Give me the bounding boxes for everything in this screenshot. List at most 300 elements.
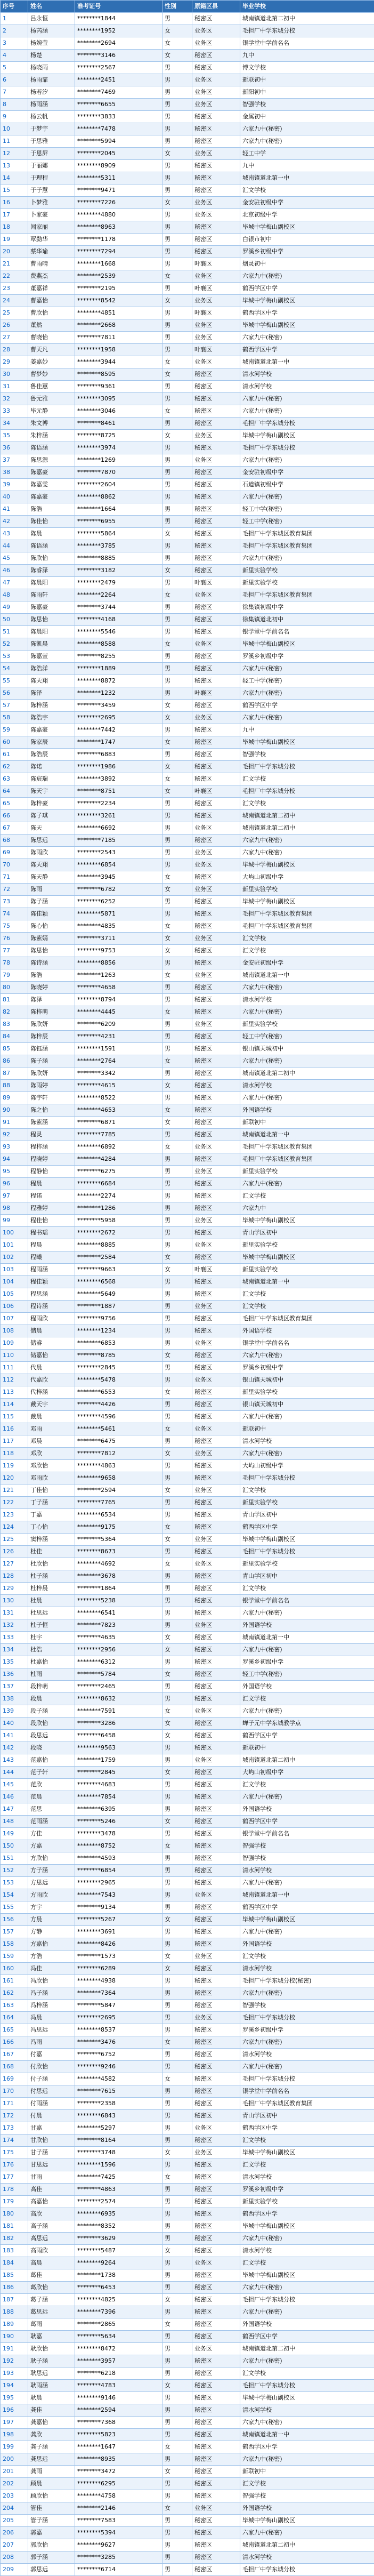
cell-district: 秘密区 xyxy=(192,1497,240,1509)
cell-name: 戴晨 xyxy=(28,1411,75,1423)
cell-name: 陈嘉雯 xyxy=(28,479,75,491)
cell-district: 秘密区 xyxy=(192,1656,240,1668)
cell-index: 48 xyxy=(1,589,28,601)
cell-gender: 女 xyxy=(162,37,192,50)
cell-name: 程曦 xyxy=(28,1251,75,1264)
cell-name: 丁佳怡 xyxy=(28,1484,75,1497)
cell-school: 城南镇道北第一中 xyxy=(240,2429,374,2441)
cell-gender: 女 xyxy=(162,1104,192,1117)
cell-name: 程灵 xyxy=(28,1129,75,1141)
table-row xyxy=(1,2343,374,2355)
cell-exam-id: ********3478 xyxy=(75,1828,162,1840)
table-row xyxy=(1,1497,374,1509)
cell-index: 75 xyxy=(1,920,28,933)
cell-name: 董嘉祥 xyxy=(28,283,75,295)
cell-gender: 男 xyxy=(162,1129,192,1141)
cell-index: 19 xyxy=(1,234,28,246)
cell-district: 秘密区 xyxy=(192,2478,240,2490)
cell-gender: 男 xyxy=(162,1865,192,1877)
cell-gender: 男 xyxy=(162,1215,192,1227)
cell-school: 毛担厂中学东城分校 xyxy=(240,2564,374,2576)
table-row xyxy=(1,2294,374,2306)
cell-index: 148 xyxy=(1,1816,28,1828)
table-row xyxy=(1,1534,374,1546)
cell-gender: 男 xyxy=(162,283,192,295)
cell-exam-id: ********9753 xyxy=(75,945,162,957)
cell-school: 轻工中学(秘密) xyxy=(240,675,374,687)
cell-gender: 男 xyxy=(162,2331,192,2343)
cell-district: 秘密区 xyxy=(192,982,240,994)
cell-exam-id: ********2584 xyxy=(75,1251,162,1264)
cell-index: 96 xyxy=(1,1178,28,1190)
cell-name: 杜梓晨 xyxy=(28,1583,75,1595)
table-row xyxy=(1,368,374,381)
cell-index: 60 xyxy=(1,736,28,749)
cell-name: 杜宇 xyxy=(28,1632,75,1644)
table-row xyxy=(1,2036,374,2049)
cell-exam-id: ********4653 xyxy=(75,1104,162,1117)
table-row xyxy=(1,2208,374,2220)
cell-district: 业务区 xyxy=(192,1423,240,1435)
cell-school: 汇文学校 xyxy=(240,1190,374,1202)
table-row xyxy=(1,50,374,62)
cell-index: 45 xyxy=(1,552,28,565)
cell-district: 业务区 xyxy=(192,1448,240,1460)
cell-name: 冯欣怡 xyxy=(28,1975,75,1987)
cell-gender: 男 xyxy=(162,393,192,405)
cell-gender: 女 xyxy=(162,773,192,785)
cell-name: 葛子涵 xyxy=(28,2294,75,2306)
cell-school: 毛担厂中学东城分校 xyxy=(240,2380,374,2392)
cell-district: 秘密区 xyxy=(192,1987,240,2000)
cell-school: 银山镇天城初中 xyxy=(240,1043,374,1055)
cell-index: 20 xyxy=(1,246,28,258)
cell-exam-id: ********6541 xyxy=(75,1607,162,1619)
cell-school: 罗溪乡初级中学 xyxy=(240,651,374,663)
cell-name: 程诺 xyxy=(28,1190,75,1202)
cell-index: 175 xyxy=(1,2147,28,2159)
cell-name: 付晨 xyxy=(28,2110,75,2122)
cell-school: 毕城中学梅山副校区 xyxy=(240,896,374,908)
cell-index: 163 xyxy=(1,2000,28,2012)
cell-exam-id: ********3892 xyxy=(75,773,162,785)
table-row xyxy=(1,74,374,86)
cell-district: 秘密区 xyxy=(192,2159,240,2171)
cell-school: 智强学校 xyxy=(240,99,374,111)
cell-index: 49 xyxy=(1,601,28,614)
cell-index: 131 xyxy=(1,1607,28,1619)
cell-gender: 男 xyxy=(162,2404,192,2417)
cell-district: 秘密区 xyxy=(192,1791,240,1803)
cell-name: 蔡华瑜 xyxy=(28,246,75,258)
cell-index: 162 xyxy=(1,1987,28,2000)
cell-gender: 女 xyxy=(162,1963,192,1975)
cell-district: 秘密区 xyxy=(192,1963,240,1975)
cell-index: 179 xyxy=(1,2196,28,2208)
cell-gender: 女 xyxy=(162,1521,192,1534)
table-row xyxy=(1,479,374,491)
cell-school: 清水河学校 xyxy=(240,2171,374,2184)
table-row xyxy=(1,430,374,442)
cell-exam-id: ********4758 xyxy=(75,2490,162,2502)
cell-index: 195 xyxy=(1,2392,28,2404)
table-row xyxy=(1,1889,374,1901)
cell-district: 秘密区 xyxy=(192,540,240,552)
cell-index: 57 xyxy=(1,700,28,712)
table-row xyxy=(1,1337,374,1350)
cell-name: 付子涵 xyxy=(28,2073,75,2085)
cell-index: 11 xyxy=(1,135,28,148)
cell-school: 毕城中学梅山副校区 xyxy=(240,1534,374,1546)
cell-name: 邓晨 xyxy=(28,1435,75,1448)
cell-school: 毕城中学梅山副校区 xyxy=(240,430,374,442)
cell-index: 90 xyxy=(1,1104,28,1117)
cell-gender: 女 xyxy=(162,430,192,442)
cell-index: 81 xyxy=(1,994,28,1006)
table-row xyxy=(1,749,374,761)
table-row xyxy=(1,1264,374,1276)
cell-index: 5 xyxy=(1,62,28,74)
cell-name: 杜嘉怡 xyxy=(28,1656,75,1668)
cell-school: 清水河学校 xyxy=(240,2245,374,2257)
cell-district: 秘密区 xyxy=(192,381,240,393)
cell-name: 覃勤华 xyxy=(28,234,75,246)
cell-exam-id: ********6892 xyxy=(75,1141,162,1153)
cell-school: 白银市初中 xyxy=(240,234,374,246)
cell-name: 于子慧 xyxy=(28,184,75,197)
cell-exam-id: ********4851 xyxy=(75,307,162,319)
cell-district: 业务区 xyxy=(192,2147,240,2159)
cell-district: 秘密区 xyxy=(192,528,240,540)
cell-school: 金安驻初级中学 xyxy=(240,467,374,479)
cell-school: 毛担厂中学东城分校 xyxy=(240,761,374,773)
cell-district: 业务区 xyxy=(192,209,240,221)
cell-exam-id: ********9663 xyxy=(75,1264,162,1276)
cell-gender: 女 xyxy=(162,1251,192,1264)
cell-gender: 男 xyxy=(162,332,192,344)
table-row xyxy=(1,1153,374,1166)
cell-school: 毛担厂中学东城区教育集团 xyxy=(240,920,374,933)
cell-index: 198 xyxy=(1,2429,28,2441)
cell-exam-id: ********1596 xyxy=(75,2159,162,2171)
cell-gender: 男 xyxy=(162,1288,192,1301)
cell-exam-id: ********6289 xyxy=(75,1963,162,1975)
cell-gender: 男 xyxy=(162,516,192,528)
cell-district: 业务区 xyxy=(192,712,240,724)
cell-index: 89 xyxy=(1,1092,28,1104)
cell-exam-id: ********6752 xyxy=(75,2049,162,2061)
cell-name: 段梓萌 xyxy=(28,1681,75,1693)
table-row xyxy=(1,1546,374,1558)
cell-district: 秘密区 xyxy=(192,1386,240,1399)
cell-gender: 男 xyxy=(162,1791,192,1803)
cell-school: 银学堂中学前名名 xyxy=(240,626,374,638)
cell-index: 72 xyxy=(1,884,28,896)
cell-name: 程思涵 xyxy=(28,1288,75,1301)
cell-district: 秘密区 xyxy=(192,1816,240,1828)
cell-gender: 女 xyxy=(162,2380,192,2392)
cell-gender: 男 xyxy=(162,1202,192,1215)
cell-district: 业务区 xyxy=(192,1534,240,1546)
cell-school: 银山镇天城初中 xyxy=(240,1374,374,1386)
cell-gender: 女 xyxy=(162,700,192,712)
table-row xyxy=(1,442,374,454)
cell-district: 秘密区 xyxy=(192,368,240,381)
cell-exam-id: ********3472 xyxy=(75,2466,162,2478)
cell-index: 21 xyxy=(1,258,28,270)
cell-index: 201 xyxy=(1,2466,28,2478)
cell-exam-id: ********9146 xyxy=(75,2392,162,2404)
cell-district: 秘密区 xyxy=(192,601,240,614)
cell-name: 陈泽 xyxy=(28,687,75,700)
cell-index: 128 xyxy=(1,1570,28,1583)
cell-gender: 女 xyxy=(162,1117,192,1129)
cell-name: 葛佳 xyxy=(28,2269,75,2282)
cell-gender: 男 xyxy=(162,663,192,675)
cell-index: 124 xyxy=(1,1521,28,1534)
cell-gender: 女 xyxy=(162,2294,192,2306)
table-row xyxy=(1,1938,374,1951)
cell-school: 六家九中(秘密) xyxy=(240,847,374,859)
cell-gender: 女 xyxy=(162,920,192,933)
table-row xyxy=(1,2490,374,2502)
cell-exam-id: ********5958 xyxy=(75,1215,162,1227)
cell-school: 毕城中学梅山副校区 xyxy=(240,2392,374,2404)
cell-index: 190 xyxy=(1,2331,28,2343)
cell-index: 7 xyxy=(1,86,28,99)
cell-gender: 男 xyxy=(162,2024,192,2036)
cell-district: 秘密区 xyxy=(192,798,240,810)
cell-name: 陈晨阳 xyxy=(28,577,75,589)
cell-name: 程梓涵 xyxy=(28,1141,75,1153)
cell-index: 207 xyxy=(1,2539,28,2551)
cell-school: 新里实验学校 xyxy=(240,1166,374,1178)
cell-school: 汇文学校 xyxy=(240,773,374,785)
cell-gender: 男 xyxy=(162,859,192,871)
cell-exam-id: ********3286 xyxy=(75,1718,162,1730)
cell-school: 城南镇道北第一中 xyxy=(240,969,374,982)
table-row xyxy=(1,1632,374,1644)
cell-school: 毛担厂中学东城区教育集团 xyxy=(240,1141,374,1153)
cell-gender: 女 xyxy=(162,197,192,209)
cell-name: 于恩屏 xyxy=(28,148,75,160)
cell-index: 76 xyxy=(1,933,28,945)
cell-index: 142 xyxy=(1,1742,28,1754)
table-row xyxy=(1,1104,374,1117)
cell-school: 外国语学校 xyxy=(240,1325,374,1337)
cell-name: 范欣 xyxy=(28,1779,75,1791)
cell-gender: 男 xyxy=(162,675,192,687)
cell-name: 曹欣怡 xyxy=(28,307,75,319)
cell-index: 47 xyxy=(1,577,28,589)
cell-school: 清水河学校 xyxy=(240,994,374,1006)
cell-district: 秘密区 xyxy=(192,1926,240,1938)
cell-gender: 男 xyxy=(162,2490,192,2502)
cell-district: 秘密区 xyxy=(192,1178,240,1190)
cell-exam-id: ********1668 xyxy=(75,258,162,270)
cell-name: 代嘉欣 xyxy=(28,1374,75,1386)
cell-index: 134 xyxy=(1,1644,28,1656)
cell-school: 智强学校 xyxy=(240,1852,374,1865)
cell-gender: 男 xyxy=(162,1570,192,1583)
cell-gender: 女 xyxy=(162,405,192,418)
cell-index: 86 xyxy=(1,1055,28,1068)
cell-name: 耿晨 xyxy=(28,2392,75,2404)
cell-district: 秘密区 xyxy=(192,2282,240,2294)
table-row xyxy=(1,2171,374,2184)
table-row xyxy=(1,663,374,675)
cell-name: 付欣怡 xyxy=(28,2061,75,2073)
cell-school: 六家九中(秘密) xyxy=(240,2417,374,2429)
table-row xyxy=(1,13,374,25)
cell-name: 杜浩 xyxy=(28,1644,75,1656)
cell-district: 秘密区 xyxy=(192,1693,240,1705)
cell-district: 业务区 xyxy=(192,589,240,601)
table-row xyxy=(1,295,374,307)
cell-exam-id: ********8751 xyxy=(75,785,162,798)
cell-exam-id: ********3744 xyxy=(75,601,162,614)
table-row xyxy=(1,1288,374,1301)
cell-exam-id: ********8542 xyxy=(75,295,162,307)
cell-name: 丁子涵 xyxy=(28,1497,75,1509)
cell-school: 城南镇道北第一中 xyxy=(240,1889,374,1901)
cell-gender: 男 xyxy=(162,1803,192,1816)
cell-district: 叶襄区 xyxy=(192,785,240,798)
table-row xyxy=(1,2098,374,2110)
cell-school: 清水河学校 xyxy=(240,1080,374,1092)
cell-index: 84 xyxy=(1,1031,28,1043)
cell-gender: 男 xyxy=(162,13,192,25)
cell-index: 16 xyxy=(1,197,28,209)
cell-exam-id: ********1263 xyxy=(75,969,162,982)
table-row xyxy=(1,1668,374,1681)
table-row xyxy=(1,834,374,847)
cell-school: 汇文学校 xyxy=(240,945,374,957)
cell-name: 程雅婷 xyxy=(28,1202,75,1215)
cell-district: 叶襄区 xyxy=(192,283,240,295)
cell-district: 秘密区 xyxy=(192,1129,240,1141)
table-row xyxy=(1,405,374,418)
table-row xyxy=(1,1018,374,1031)
cell-gender: 男 xyxy=(162,123,192,135)
cell-school: 九中 xyxy=(240,50,374,62)
cell-gender: 女 xyxy=(162,933,192,945)
cell-name: 冯思远 xyxy=(28,2024,75,2036)
cell-district: 秘密区 xyxy=(192,2490,240,2502)
cell-name: 陈梓辰 xyxy=(28,1031,75,1043)
cell-index: 36 xyxy=(1,442,28,454)
cell-name: 杨雨涵 xyxy=(28,99,75,111)
cell-gender: 女 xyxy=(162,1767,192,1779)
table-row xyxy=(1,1583,374,1595)
cell-gender: 男 xyxy=(162,2257,192,2269)
cell-gender: 男 xyxy=(162,1975,192,1987)
cell-gender: 女 xyxy=(162,2073,192,2085)
cell-name: 储睿 xyxy=(28,1337,75,1350)
cell-exam-id: ********8872 xyxy=(75,675,162,687)
cell-gender: 男 xyxy=(162,1595,192,1607)
cell-district: 秘密区 xyxy=(192,565,240,577)
cell-district: 业务区 xyxy=(192,933,240,945)
cell-school: 鹤西学区中学 xyxy=(240,2441,374,2453)
cell-index: 33 xyxy=(1,405,28,418)
header-index: 序号 xyxy=(1,1,28,13)
cell-district: 业务区 xyxy=(192,884,240,896)
cell-name: 方佳 xyxy=(28,1828,75,1840)
cell-school: 新阳初中 xyxy=(240,86,374,99)
cell-gender: 男 xyxy=(162,454,192,467)
cell-district: 秘密区 xyxy=(192,1068,240,1080)
cell-index: 115 xyxy=(1,1411,28,1423)
cell-school: 新联初中 xyxy=(240,1423,374,1435)
cell-exam-id: ********3945 xyxy=(75,871,162,884)
cell-exam-id: ********7396 xyxy=(75,2306,162,2318)
table-row xyxy=(1,197,374,209)
cell-gender: 男 xyxy=(162,86,192,99)
cell-index: 107 xyxy=(1,1313,28,1325)
cell-school: 六家九中(秘密) xyxy=(240,2233,374,2245)
cell-index: 59 xyxy=(1,724,28,736)
cell-name: 陈语涵 xyxy=(28,540,75,552)
cell-name: 段思远 xyxy=(28,1730,75,1742)
cell-index: 136 xyxy=(1,1668,28,1681)
cell-gender: 男 xyxy=(162,1779,192,1791)
cell-exam-id: ********5784 xyxy=(75,1668,162,1681)
cell-district: 秘密区 xyxy=(192,957,240,969)
table-row xyxy=(1,2441,374,2453)
cell-gender: 男 xyxy=(162,74,192,86)
cell-index: 204 xyxy=(1,2502,28,2515)
cell-index: 164 xyxy=(1,2012,28,2024)
cell-school: 博文学校 xyxy=(240,62,374,74)
cell-gender: 男 xyxy=(162,160,192,172)
cell-district: 秘密区 xyxy=(192,1767,240,1779)
cell-district: 秘密区 xyxy=(192,1080,240,1092)
cell-district: 秘密区 xyxy=(192,2466,240,2478)
cell-district: 秘密区 xyxy=(192,908,240,920)
cell-name: 陈雨婷 xyxy=(28,1080,75,1092)
cell-school: 毕城中学梅山副校区 xyxy=(240,2515,374,2527)
table-row xyxy=(1,1963,374,1975)
cell-name: 陈嘉豪 xyxy=(28,491,75,503)
cell-exam-id: ********8352 xyxy=(75,2220,162,2233)
cell-gender: 男 xyxy=(162,1399,192,1411)
table-row xyxy=(1,467,374,479)
cell-name: 戴天宇 xyxy=(28,1399,75,1411)
cell-school: 青山学区初中 xyxy=(240,1570,374,1583)
table-row xyxy=(1,1816,374,1828)
cell-index: 203 xyxy=(1,2490,28,2502)
cell-index: 188 xyxy=(1,2306,28,2318)
cell-gender: 男 xyxy=(162,1068,192,1080)
cell-name: 陈之怡 xyxy=(28,1104,75,1117)
table-row xyxy=(1,2355,374,2368)
cell-index: 187 xyxy=(1,2294,28,2306)
table-row xyxy=(1,2404,374,2417)
cell-school: 毕城中学梅山副校区 xyxy=(240,2269,374,2282)
cell-gender: 男 xyxy=(162,2392,192,2404)
cell-school: 外国语学校 xyxy=(240,1681,374,1693)
cell-index: 82 xyxy=(1,1006,28,1018)
cell-exam-id: ********3146 xyxy=(75,50,162,62)
cell-gender: 男 xyxy=(162,2306,192,2318)
cell-gender: 女 xyxy=(162,1718,192,1730)
cell-school: 六家九中(秘密) xyxy=(240,2282,374,2294)
table-row xyxy=(1,2502,374,2515)
cell-district: 秘密区 xyxy=(192,160,240,172)
cell-gender: 女 xyxy=(162,528,192,540)
cell-gender: 男 xyxy=(162,810,192,822)
